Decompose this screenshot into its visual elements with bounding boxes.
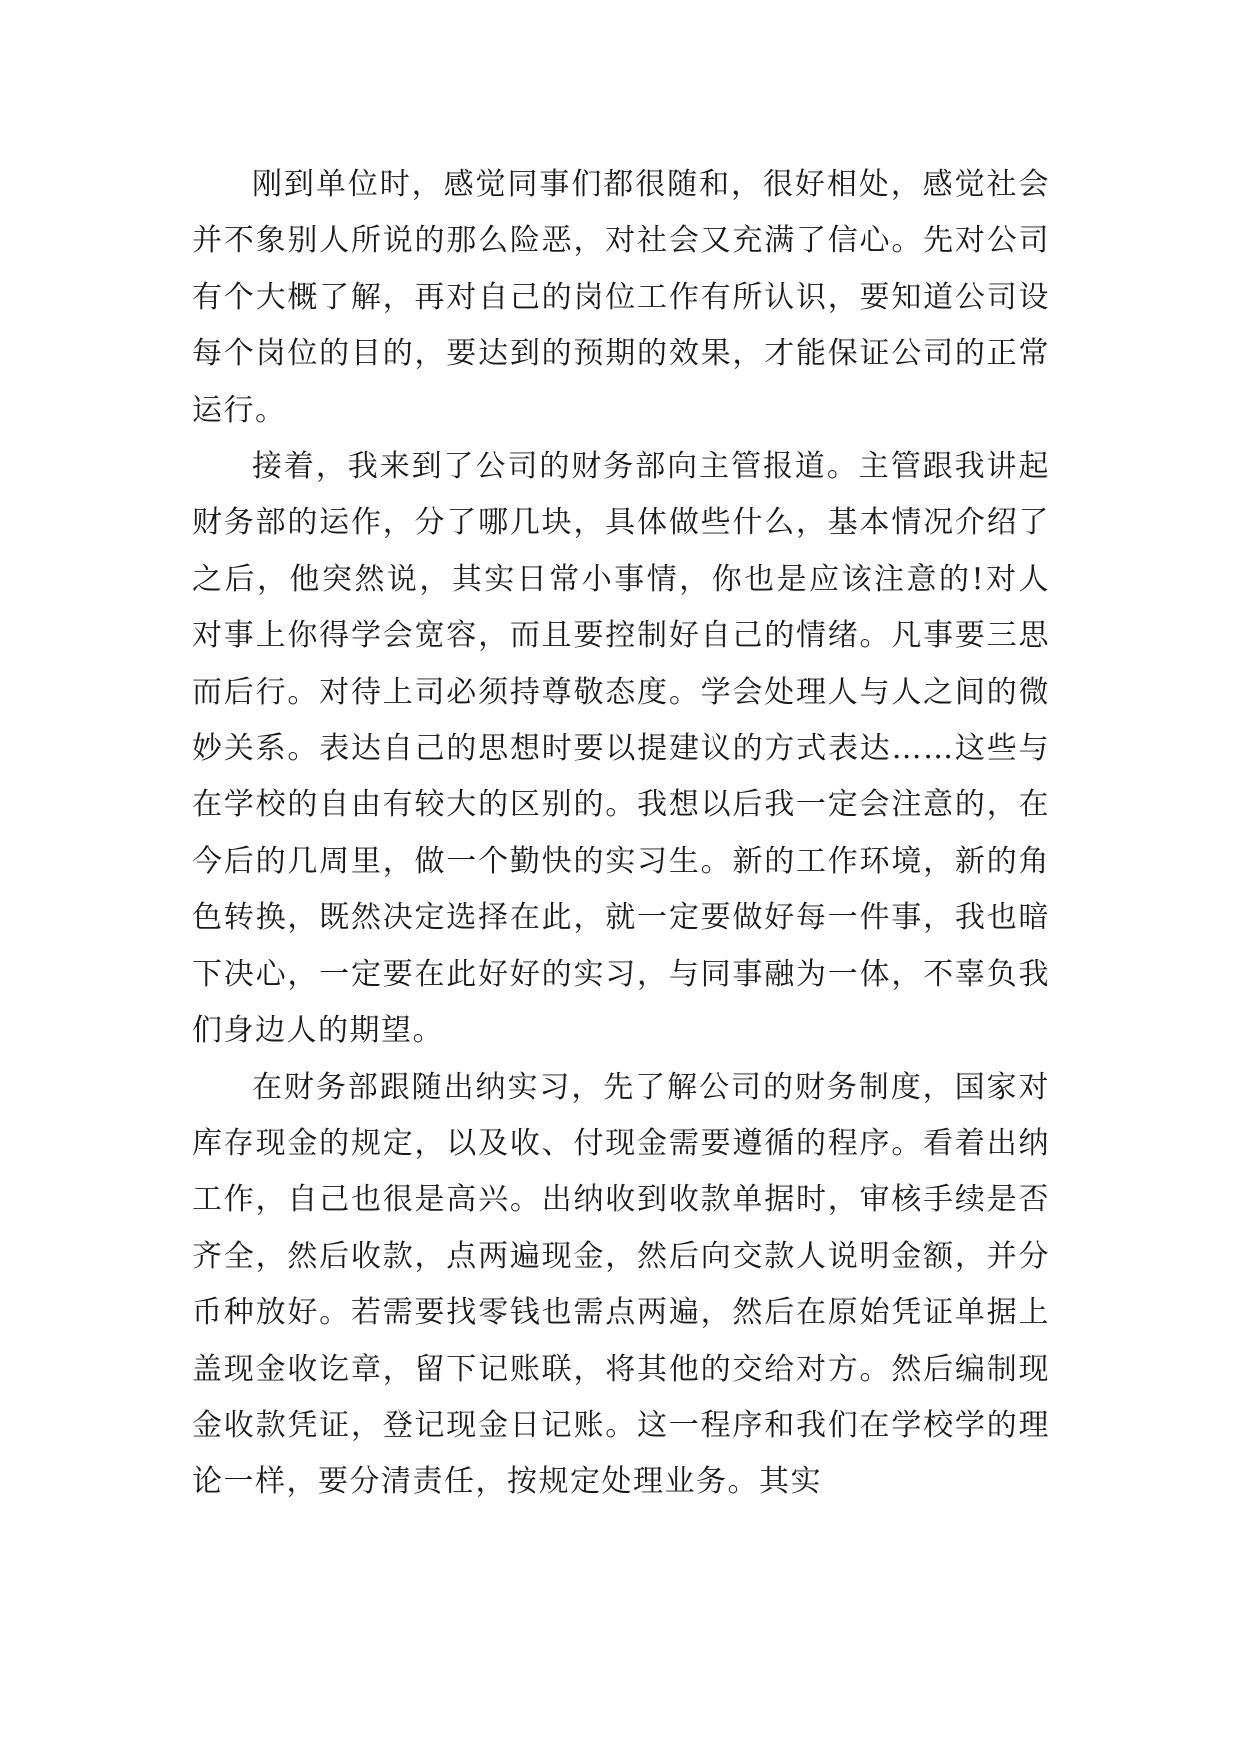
paragraph-2: 接着，我来到了公司的财务部向主管报道。主管跟我讲起财务部的运作，分了哪几块，具体做些什么，基本情况介绍了之后，他突然说，其实日常小事情，你也是应该注意的!对人对事上你得学会宽容，而且要控制好自己的情绪。凡事要三思而后行。对待上司必须持尊敬态度。学会处理人与人之间的微妙关系。表达自己的思想时要以提建议的方式表达……这些与在学校的自由有较大的区别的。我想以后我一定会注意的，在今后的几周里，做一个勤快的实习生。新的工作环境，新的角色转换，既然决定选择在此，就一定要做好每一件事，我也暗下决心，一定要在此好好的实习，与同事融为一体，不辜负我们身边人的期望。 — [192, 449, 1050, 1049]
paragraph-3: 在财务部跟随出纳实习，先了解公司的财务制度，国家对库存现金的规定，以及收、付现金需要遵循的程序。看着出纳工作，自己也很是高兴。出纳收到收款单据时，审核手续是否齐全，然后收款，点两遍现金，然后向交款人说明金额，并分币种放好。若需要找零钱也需点两遍，然后在原始凭证单据上盖现金收讫章，留下记账联，将其他的交给对方。然后编制现金收款凭证，登记现金日记账。这一程序和我们在学校学的理论一样，要分清责任，按规定处理业务。其实 — [192, 1069, 1050, 1500]
paragraph-1: 刚到单位时，感觉同事们都很随和，很好相处，感觉社会并不象别人所说的那么险恶，对社会又充满了信心。先对公司有个大概了解，再对自己的岗位工作有所认识，要知道公司设每个岗位的目的，要达到的预期的效果，才能保证公司的正常运行。 — [192, 167, 1050, 428]
document-body — [192, 157, 1050, 1511]
